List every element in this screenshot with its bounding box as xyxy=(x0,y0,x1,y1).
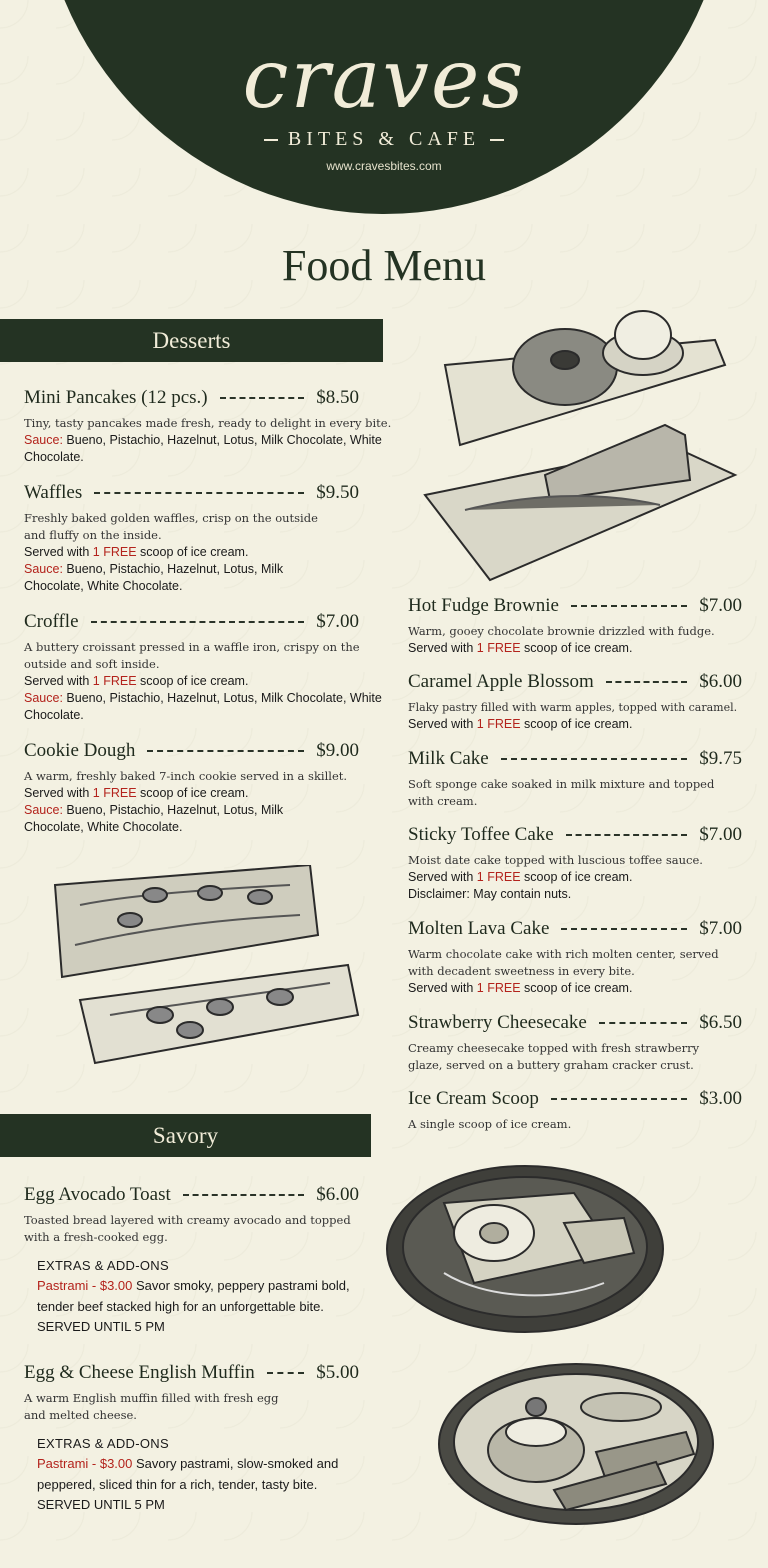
extras-label: Pastrami - $3.00 xyxy=(37,1456,133,1471)
served-with-text: Served with xyxy=(408,870,474,884)
free-label: 1 FREE xyxy=(476,641,521,655)
served-with-text: Served with xyxy=(24,545,90,559)
item-description: Warm, gooey chocolate brownie drizzled with fudge. xyxy=(408,624,715,638)
sauce-label: Sauce: xyxy=(24,433,63,447)
extras-label: Pastrami - $3.00 xyxy=(37,1278,133,1293)
served-with-suffix: scoop of ice cream. xyxy=(524,981,633,995)
item-description: Moist date cake topped with luscious toffee sauce. xyxy=(408,853,703,867)
menu-item xyxy=(24,1184,359,1338)
item-name: Cookie Dough xyxy=(24,740,136,761)
free-label: 1 FREE xyxy=(476,717,521,731)
free-label: 1 FREE xyxy=(92,786,137,800)
extras-text: Savor smoky, peppery pastrami bold, tender beef stacked high for an unforgettable bite. xyxy=(37,1278,350,1314)
item-price: $9.00 xyxy=(316,740,359,761)
crepes-illustration xyxy=(50,865,365,1065)
item-price: $7.00 xyxy=(699,824,742,845)
item-name: Caramel Apple Blossom xyxy=(408,671,594,692)
item-description: Flaky pastry filled with warm apples, topped with caramel. xyxy=(408,701,738,714)
item-description: Tiny, tasty pancakes made fresh, ready to delight in every bite. xyxy=(24,416,392,430)
english-muffin-illustration xyxy=(436,1362,716,1527)
served-with-text: Served with xyxy=(408,981,474,995)
page-title: Food Menu xyxy=(281,241,487,290)
served-until: SERVED UNTIL 5 PM xyxy=(37,1497,165,1512)
item-price: $7.00 xyxy=(699,918,742,939)
item-name: Hot Fudge Brownie xyxy=(408,595,559,616)
item-price: $9.50 xyxy=(316,482,359,503)
item-description: A warm English muffin filled with fresh egg and melted cheese. xyxy=(24,1391,279,1422)
sauce-list: Bueno, Pistachio, Hazelnut, Lotus, Milk Chocolate, White Chocolate. xyxy=(24,691,382,722)
item-name: Molten Lava Cake xyxy=(408,918,550,939)
served-with-suffix: scoop of ice cream. xyxy=(524,641,633,655)
item-price: $8.50 xyxy=(316,387,359,408)
disclaimer: Disclaimer: May contain nuts. xyxy=(408,887,572,901)
website-link[interactable]: www.cravesbites.com xyxy=(326,159,442,173)
menu-item xyxy=(24,611,382,724)
item-description: A buttery croissant pressed in a waffle iron, crispy on the outside and soft inside. xyxy=(24,640,360,671)
brand-logo: craves xyxy=(242,32,526,127)
served-with-text: Served with xyxy=(24,674,90,688)
tagline-text: BITES & CAFE xyxy=(287,128,481,150)
item-price: $6.00 xyxy=(699,671,742,692)
extras-text: Savory pastrami, slow-smoked and peppered, sliced thin for a rich, tender, tasty bite. xyxy=(37,1456,339,1492)
free-label: 1 FREE xyxy=(476,981,521,995)
section-header-savory xyxy=(0,1114,371,1157)
item-price: $9.75 xyxy=(699,748,742,769)
menu-item xyxy=(408,595,742,657)
sauce-label: Sauce: xyxy=(24,691,63,705)
item-price: $7.00 xyxy=(699,595,742,616)
item-description: Creamy cheesecake topped with fresh strawberry glaze, served on a buttery graham cracker crust. xyxy=(408,1041,700,1072)
item-description: Freshly baked golden waffles, crisp on the outside and fluffy on the inside. xyxy=(24,511,318,542)
item-description: Soft sponge cake soaked in milk mixture and topped with cream. xyxy=(408,777,715,808)
menu-item xyxy=(24,482,359,595)
menu-item xyxy=(24,740,359,836)
brand-tagline xyxy=(0,128,768,151)
free-label: 1 FREE xyxy=(92,545,137,559)
menu-item xyxy=(24,1362,359,1516)
sauce-list: Bueno, Pistachio, Hazelnut, Lotus, Milk Chocolate, White Chocolate. xyxy=(24,803,284,834)
served-with-text: Served with xyxy=(24,786,90,800)
item-price: $3.00 xyxy=(699,1088,742,1109)
served-until: SERVED UNTIL 5 PM xyxy=(37,1319,165,1334)
served-with-suffix: scoop of ice cream. xyxy=(140,545,249,559)
menu-item xyxy=(408,671,742,733)
item-name: Mini Pancakes (12 pcs.) xyxy=(24,387,208,408)
menu-item xyxy=(24,387,392,466)
brownie-and-cheesecake-illustration xyxy=(415,305,745,590)
section-title: Desserts xyxy=(152,328,231,353)
extras-title: EXTRAS & ADD-ONS xyxy=(37,1436,169,1451)
extras-title: EXTRAS & ADD-ONS xyxy=(37,1258,169,1273)
sauce-label: Sauce: xyxy=(24,803,63,817)
sauce-list: Bueno, Pistachio, Hazelnut, Lotus, Milk Chocolate, White Chocolate. xyxy=(24,433,382,464)
item-price: $7.00 xyxy=(316,611,359,632)
item-name: Croffle xyxy=(24,611,79,632)
menu-item xyxy=(408,824,742,903)
sauce-label: Sauce: xyxy=(24,562,63,576)
section-header-desserts xyxy=(0,319,383,362)
item-price: $5.00 xyxy=(316,1362,359,1383)
served-with-suffix: scoop of ice cream. xyxy=(140,786,249,800)
item-description: Toasted bread layered with creamy avocado and topped with a fresh-cooked egg. xyxy=(24,1213,351,1244)
menu-item xyxy=(408,748,742,810)
served-with-suffix: scoop of ice cream. xyxy=(140,674,249,688)
extras-block xyxy=(37,1436,359,1516)
item-name: Milk Cake xyxy=(408,748,489,769)
section-title: Savory xyxy=(152,1123,219,1148)
avocado-toast-illustration xyxy=(384,1163,666,1335)
served-with-suffix: scoop of ice cream. xyxy=(524,717,633,731)
extras-block xyxy=(37,1258,359,1338)
item-name: Sticky Toffee Cake xyxy=(408,824,554,845)
item-name: Waffles xyxy=(24,482,83,503)
served-with-text: Served with xyxy=(408,641,474,655)
item-description: Warm chocolate cake with rich molten center, served with decadent sweetness in every bite. xyxy=(408,947,719,978)
item-name: Egg & Cheese English Muffin xyxy=(24,1362,255,1383)
item-description: A single scoop of ice cream. xyxy=(408,1117,572,1131)
menu-item xyxy=(408,918,742,997)
item-name: Ice Cream Scoop xyxy=(408,1088,539,1109)
sauce-list: Bueno, Pistachio, Hazelnut, Lotus, Milk Chocolate, White Chocolate. xyxy=(24,562,284,593)
menu-item xyxy=(408,1012,742,1074)
served-with-text: Served with xyxy=(408,717,474,731)
menu-item xyxy=(408,1088,742,1133)
item-name: Strawberry Cheesecake xyxy=(408,1012,587,1033)
free-label: 1 FREE xyxy=(476,870,521,884)
free-label: 1 FREE xyxy=(92,674,137,688)
item-description: A warm, freshly baked 7-inch cookie served in a skillet. xyxy=(24,769,348,783)
item-price: $6.50 xyxy=(699,1012,742,1033)
served-with-suffix: scoop of ice cream. xyxy=(524,870,633,884)
item-name: Egg Avocado Toast xyxy=(24,1184,171,1205)
item-price: $6.00 xyxy=(316,1184,359,1205)
